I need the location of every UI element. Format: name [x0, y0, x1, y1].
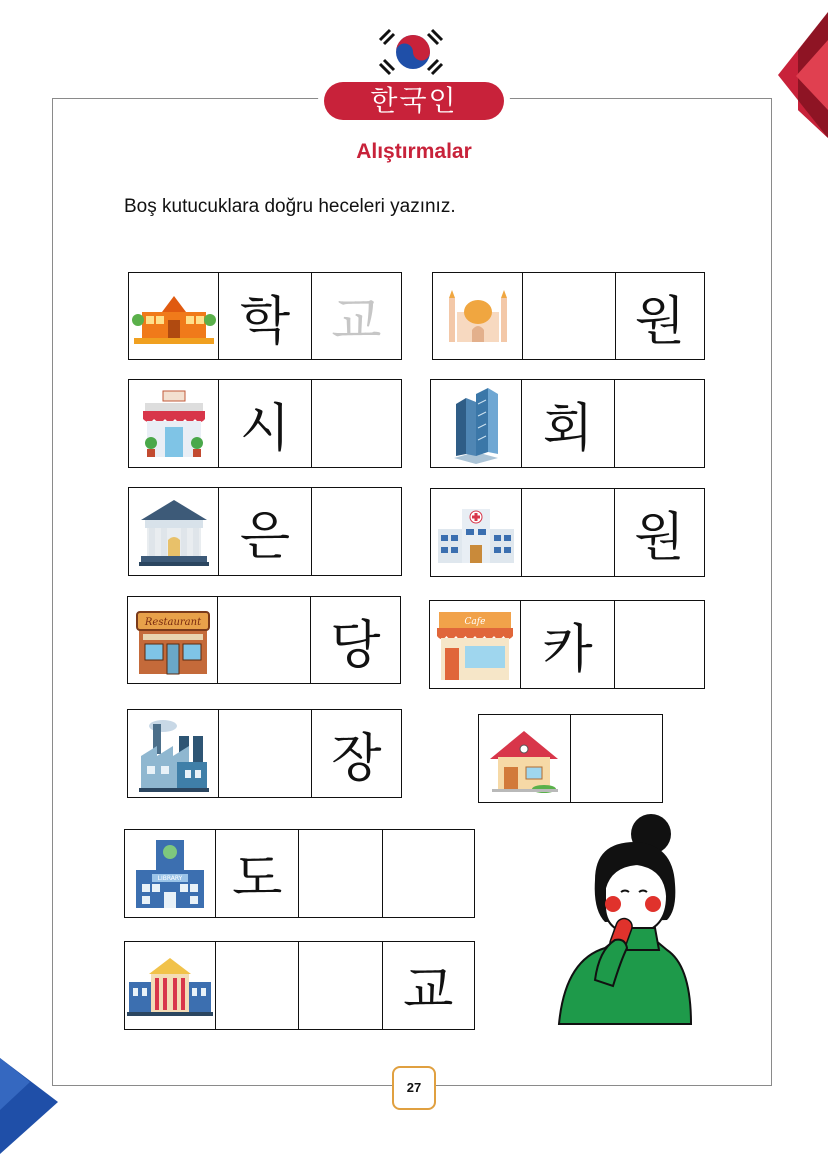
exercise-row — [128, 487, 402, 576]
page-subtitle: Alıştırmalar — [356, 140, 472, 163]
factory-icon — [128, 710, 218, 797]
blue-corner-decoration — [0, 1050, 60, 1160]
syllable-box[interactable] — [614, 601, 704, 688]
market-shop-icon — [129, 380, 218, 467]
syllable-box[interactable]: 은 — [218, 488, 310, 575]
cafe-icon — [430, 601, 520, 688]
syllable-box[interactable] — [522, 273, 614, 359]
svg-text:Restaurant: Restaurant — [144, 617, 201, 628]
mosque-icon — [433, 273, 522, 359]
syllable-box[interactable]: 교 — [382, 942, 474, 1029]
exercise-row — [432, 272, 705, 360]
syllable-box[interactable]: 시 — [218, 380, 310, 467]
exercise-row — [430, 379, 705, 468]
skyscraper-icon — [431, 380, 521, 467]
syllable-box[interactable] — [521, 489, 613, 576]
korean-flag-icon — [372, 22, 454, 82]
exercise-row — [127, 596, 401, 684]
exercise-row — [128, 379, 402, 468]
syllable-box[interactable]: 당 — [310, 597, 400, 683]
syllable-box[interactable] — [217, 597, 309, 683]
restaurant-icon — [128, 597, 217, 683]
exercise-row — [429, 600, 705, 689]
exercise-instruction: Boş kutucuklara doğru heceleri yazınız. — [124, 196, 456, 217]
girl-illustration — [555, 810, 695, 1030]
syllable-box[interactable]: 원 — [614, 489, 704, 576]
syllable-box[interactable]: 카 — [520, 601, 613, 688]
syllable-box[interactable] — [215, 942, 298, 1029]
syllable-box[interactable]: 교 — [311, 273, 401, 359]
syllable-box[interactable]: 학 — [218, 273, 310, 359]
syllable-box[interactable]: 회 — [521, 380, 613, 467]
syllable-box[interactable] — [614, 380, 704, 467]
syllable-box[interactable] — [311, 380, 401, 467]
syllable-box[interactable] — [298, 942, 382, 1029]
exercise-row — [127, 709, 402, 798]
bank-icon — [129, 488, 218, 575]
svg-text:Cafe: Cafe — [464, 616, 486, 627]
svg-text:LIBRARY: LIBRARY — [157, 874, 183, 882]
university-icon — [125, 942, 215, 1029]
hospital-icon — [431, 489, 521, 576]
syllable-box[interactable] — [570, 715, 662, 802]
exercise-row — [124, 941, 475, 1030]
page-number: 27 — [392, 1066, 436, 1110]
syllable-box[interactable] — [382, 830, 474, 917]
syllable-box[interactable]: 도 — [215, 830, 298, 917]
exercise-row — [128, 272, 402, 360]
library-icon — [125, 830, 215, 917]
school-building-icon — [129, 273, 218, 359]
house-icon — [479, 715, 570, 802]
exercise-row — [478, 714, 663, 803]
syllable-box[interactable]: 장 — [311, 710, 401, 797]
syllable-box[interactable]: 원 — [615, 273, 704, 359]
syllable-box[interactable] — [218, 710, 310, 797]
exercise-row — [124, 829, 475, 918]
title-banner: 한국인 — [324, 82, 504, 120]
syllable-box[interactable] — [311, 488, 401, 575]
exercise-row — [430, 488, 705, 577]
syllable-box[interactable] — [298, 830, 382, 917]
